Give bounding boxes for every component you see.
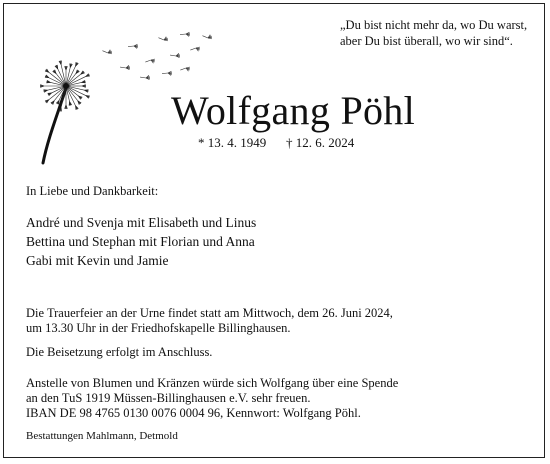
donation-line: an den TuS 1919 Müssen-Billinghausen e.V. sehr freuen. bbox=[26, 391, 311, 405]
donation-text bbox=[26, 376, 398, 421]
quote-line: aber Du bist überall, wo wir sind“. bbox=[340, 34, 513, 48]
mourner-line: Gabi mit Kevin und Jamie bbox=[26, 253, 169, 268]
mourners-list bbox=[26, 213, 256, 270]
ceremony-line: Die Trauerfeier an der Urne findet statt am Mittwoch, dem 26. Juni 2024, bbox=[26, 306, 393, 320]
donation-line: IBAN DE 98 4765 0130 0076 0004 96, Kennwort: Wolfgang Pöhl. bbox=[26, 406, 361, 420]
mourner-line: André und Svenja mit Elisabeth und Linus bbox=[26, 215, 257, 230]
undertaker-name: Bestattungen Mahlmann, Detmold bbox=[26, 430, 178, 442]
memorial-quote bbox=[340, 17, 527, 49]
funeral-ceremony-text bbox=[26, 306, 393, 336]
mourner-line: Bettina und Stephan mit Florian und Anna bbox=[26, 234, 255, 249]
ceremony-line: um 13.30 Uhr in der Friedhofskapelle Billinghausen. bbox=[26, 321, 291, 335]
deceased-name: Wolfgang Pöhl bbox=[171, 88, 415, 133]
quote-line: „Du bist nicht mehr da, wo Du warst, bbox=[340, 18, 528, 32]
birth-date: * 13. 4. 1949 bbox=[198, 135, 267, 150]
burial-text: Die Beisetzung erfolgt im Anschluss. bbox=[26, 345, 213, 359]
donation-line: Anstelle von Blumen und Kränzen würde sich Wolfgang über eine Spende bbox=[26, 376, 399, 390]
salutation: In Liebe und Dankbarkeit: bbox=[26, 184, 159, 198]
death-date: † 12. 6. 2024 bbox=[286, 135, 355, 150]
